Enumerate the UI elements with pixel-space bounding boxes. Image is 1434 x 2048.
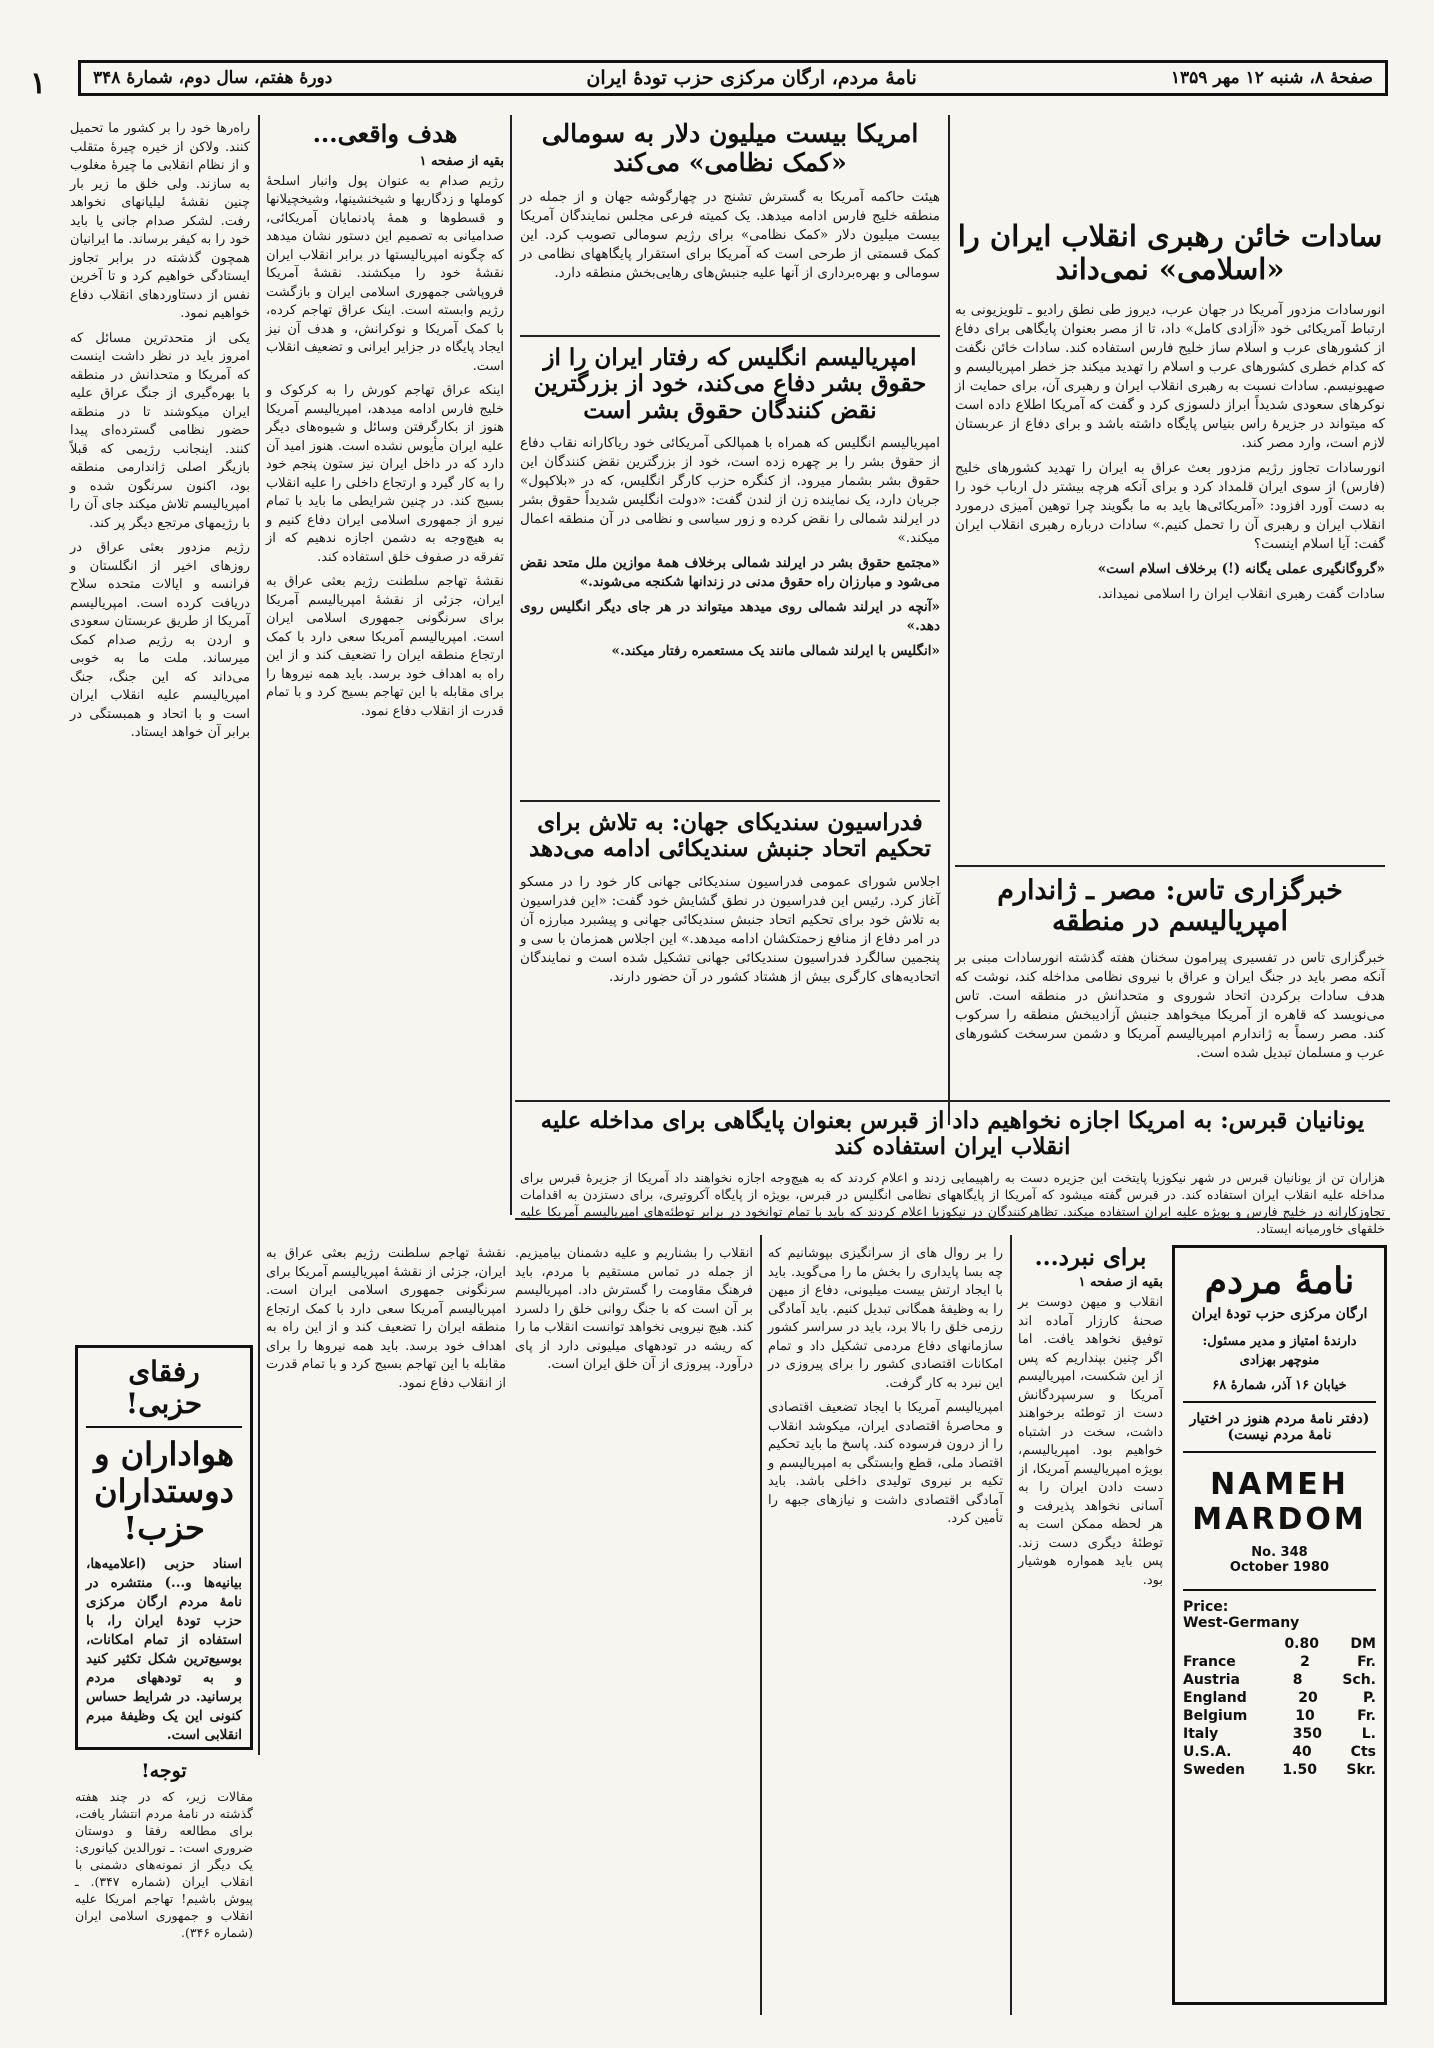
masthead-license: دارندهٔ امتیاز و مدیر مسئول: منوچهر بهزادی bbox=[1202, 1334, 1357, 1368]
paragraph: انورسادات تجاوز رژیم مزدور بعث عراق به ایران را تهدید کشورهای خلیج (فارس) از سوی ایران قلمداد کرد و برای آنکه هرچه بیشتر دل ارباب خود را به دست آورد افزود: «آمریکائی‌ها باید به ما بگویند چرا توهین آمیزی درمورد انقلاب ایران و رهبری آن را تحمل کنیم.» سادات درباره رهبری انقلاب ایران گفت: آیا اسلام اینست؟ bbox=[955, 459, 1385, 552]
paragraph: را بر روال های از سرانگیزی بپوشانیم که چه بسا پایداری را بخش ما را می‌گوید. باید با ایجاد ارتش بیست میلیونی، دفاع از میهن را به وظیفهٔ همگانی تبدیل کنیم. باید آمادگی رزمی خلق را بالا برد، باید در سراسر کشور سازمانهای دفاع مردمی تشکیل داد و تمام امکانات اقتصادی کشور را برای پیروزی در این نبرد به کار گرفت. bbox=[768, 1246, 1003, 1391]
article-battle bbox=[1018, 1245, 1163, 1590]
article-body bbox=[955, 301, 1385, 604]
paragraph: راه‌رها خود را بر کشور ما تحمیل کنند. ولاکن از خیره چیرهٔ متقلب و از نظام انقلابی ما چیرهٔ مغلوب به سازند. ولی خلق ما زیر بار چنین نقشهٔ لیلیانهای نخواهد رفت. لشکر صدام جانی یا باید خود را به کیفر برساند. ما ایرانیان همچون گذشته در برابر تجاوز ایستادگی خواهیم کرد و تا آخرین نفس از دستاوردهای انقلاب دفاع خواهیم نمود. bbox=[70, 121, 250, 321]
article-tass bbox=[955, 875, 1385, 1063]
country: Italy bbox=[1183, 1726, 1219, 1742]
unit: P. bbox=[1362, 1690, 1376, 1706]
price-row bbox=[1183, 1725, 1376, 1743]
article-body bbox=[520, 434, 940, 661]
quote: «گروگانگیری عملی یگانه (!) برخلاف اسلام است» bbox=[1097, 560, 1385, 577]
article-sadat bbox=[955, 220, 1385, 610]
country: U.S.A. bbox=[1183, 1744, 1232, 1760]
paragraph: رژیم صدام به عنوان پول وانبار اسلحهٔ کوملها و زدگاریها و شیخنشینها، وشیخچیلانها و قسطوها و همهٔ پادنمایان آمریکائی، صدامیانی به تصمیم این دستور نشان میدهد که چگونه امپریالیستها در برابر انقلاب ایران نقشهٔ خود را میکشند. نقشهٔ آمریکا فروپاشی جمهوری اسلامی ایران و بازگشت رژیم وابسته است. اینک عراق تهاجم کرده، با کمک آمریکا و نوکرانش، و هدف آن نیز ایجاد پایگاه در جزایر ایرانی و تضعیف انقلاب است. bbox=[266, 173, 504, 374]
article-body: هیئت حاکمه آمریکا به گسترش تشنج در چهارگوشه جهان و از جمله در منطقه خلیج فارس ادامه میدهد. یک کمیته فرعی مجلس نمایندگان آمریکا بیست میلیون دلار «کمک نظامی» برای رژیم سومالی تصویب کرد. این کمک قسمتی از طرحی است که آمریکا برای استقرار پایگاههای نظامی در سومالی و بهره‌برداری از آنها علیه جنبش‌های رهایی‌بخش منطقه دارد. bbox=[520, 188, 940, 281]
article-body bbox=[266, 173, 504, 722]
amount: 40 bbox=[1292, 1744, 1312, 1760]
section-rule bbox=[955, 865, 1385, 867]
paragraph: نقشهٔ تهاجم سلطنت رژیم بعثی عراق به ایران، جزئی از نقشهٔ امپریالیسم آمریکا برای سرنگونی جمهوری اسلامی ایران است. امپریالیسم آمریکا سعی دارد با کمک ارتجاع منطقه ایران را تضعیف کند و از این راه به اهداف خود برسد. باید همه نیروها را برای مقابله با این تهاجم بسیج کرد و با تمام قدرت از انقلاب دفاع نمود. bbox=[266, 574, 504, 719]
unit: L. bbox=[1361, 1726, 1376, 1742]
price-label: Price: bbox=[1183, 1599, 1229, 1615]
article-battle-cont bbox=[768, 1245, 1003, 1535]
country: Sweden bbox=[1183, 1762, 1245, 1778]
headline-tass: خبرگزاری تاس: مصر ـ ژاندارم امپریالیسم در منطقه bbox=[997, 875, 1343, 938]
article-britain bbox=[520, 345, 940, 667]
column-rule bbox=[948, 115, 950, 1125]
amount: 1.50 bbox=[1282, 1762, 1317, 1778]
article-body bbox=[70, 120, 250, 743]
latin-title-1: NAMEH bbox=[1210, 1467, 1349, 1502]
article-wftu bbox=[520, 810, 940, 987]
headline-wftu: فدراسیون سندیکای جهان: به تلاش برای تحکیم اتحاد جنبش سندیکائی ادامه می‌دهد bbox=[528, 809, 932, 863]
article-body: خبرگزاری تاس در تفسیری پیرامون سخنان هفته گذشته انورسادات مبنی بر آنکه مصر باید در جنگ ایران و عراق با نیروی نظامی مداخله کند، نوشت که هدف سادات برکردن اتحاد شوروی و متحدانش در منطقه است. تاس می‌نویسد که قاهره از آمریکا میخواهد جنبش آزادیبخش منطقه را سرکوب کند. مصر رسماً به ژاندارم امپریالیسم آمریکا و دشمن سرسخت کشورهای عرب و مسلمان تبدیل شده است. bbox=[955, 950, 1385, 1062]
continued-label: بقیه از صفحه ۱ bbox=[1078, 1275, 1163, 1291]
column-rule bbox=[760, 1235, 762, 2015]
quote: «مجتمع حقوق بشر در ایرلند شمالی برخلاف همهٔ موازین ملل متحد نقض می‌شود و مبارزان راه حقوق مدنی در زندانها شکنجه می‌شوند.» bbox=[520, 555, 940, 591]
price-row bbox=[1183, 1671, 1376, 1689]
article-body: انقلاب و میهن دوست بر صحنهٔ کارزار آماده اند توفیق نخواهد یافت. اما اگر چنین بپنداریم که پس از این شکست، امپریالیسم آمریکا و سرسپردگانش دست از توطئه برخواهند داشت، سخت در اشتباه خواهیم بود. امپریالیسم، بویژه امپریالیسم آمریکا، از دست دادن ایران را به آسانی نخواهد پذیرفت و هر لحظه ممکن است به توطئهٔ دیگری دست زند. پس باید همواره هوشیار بود. bbox=[1018, 1295, 1163, 1588]
headline-sadat: سادات خائن رهبری انقلاب ایران را «اسلامی» نمی‌داند bbox=[957, 219, 1383, 287]
headline-battle: برای نبرد... bbox=[1034, 1244, 1147, 1271]
article-body: هزاران تن از یونانیان قبرس در شهر نیکوزیا پایتخت این جزیره دست به راهپیمایی زدند و اعلام کردند که به هیچ‌وجه اجازه نخواهند داد آمریکا از جزیرهٔ قبرس برای مداخله علیه انقلاب ایران استفاده کند. در قبرس گفته میشود که آمریکا از پایگاههای نظامی انگلیس در قبرس، بویژه از پایگاه آکروتیری، برای دستزدن به اقدامات تجاوزکارانه در خلیج فارس و بویژه علیه ایران استفاده میکند. تظاهرکنندگان در نیکوزیا اعلام کردند که باید با تمام توانخود در برابر توطئه‌های امپریالیسم آمریکا علیه خلقهای خاورمیانه ایستاد. bbox=[520, 1169, 1385, 1236]
unit: Skr. bbox=[1346, 1762, 1376, 1778]
price-country: West-Germany bbox=[1183, 1615, 1300, 1631]
quote: «آنچه در ایرلند شمالی روی میدهد میتواند در هر جای دیگر انگلیس روی دهد.» bbox=[520, 599, 940, 635]
price-row bbox=[1183, 1635, 1376, 1653]
article-body: اجلاس شورای عمومی فدراسیون سندیکائی جهانی کار خود را در مسکو آغاز کرد. رئیس این فدراسیون در نطق گشایش خود گفت: «این فدراسیون به تلاش خود برای تحکیم اتحاد جنبش سندیکائی جهانی و پیشبرد مبارزه آن در امر دفاع از منافع زحمتکشان ادامه میدهد.» این اجلاس همزمان با سی و پنجمین سالگرد فدراسیون سندیکائی جهانی تشکیل شده است و نمایندگان اتحادیه‌های کارگری بیش از هشتاد کشور در آن حضور دارند. bbox=[520, 873, 940, 985]
unit: Sch. bbox=[1342, 1672, 1376, 1688]
header-date: صفحهٔ ۸، شنبه ۱۲ مهر ۱۳۵۹ bbox=[1170, 68, 1373, 88]
masthead-note: (دفتر نامهٔ مردم هنوز در اختیار نامهٔ مردم نیست) bbox=[1183, 1401, 1376, 1453]
page-header bbox=[78, 60, 1388, 96]
country: Belgium bbox=[1183, 1708, 1248, 1724]
masthead-title: نامهٔ مردم bbox=[1204, 1260, 1355, 1302]
call-subtitle: هواداران و دوستداران حزب! bbox=[94, 1435, 234, 1547]
latin-title-2: MARDOM bbox=[1192, 1502, 1367, 1537]
paragraph: اینکه عراق تهاجم کورش را به کرکوک و خلیج فارس ادامه میدهد، امپریالیسم آمریکا هنوز از بکارگرفتن وسائل و شیوه‌های دیگر علیه ایران مأیوس نشده است. هنوز امید آن دارد که در داخل ایران نیز ستون پنجم خود را به کار گیرد و ارتجاع داخلی را علیه انقلاب بسیج کند. در چنین شرایطی ما باید با تمام نیرو از جمهوری اسلامی ایران دفاع کنیم و به هیچ‌وجه به دشمن اجازه ندهیم که از تفرقه در صفوف خلق استفاده کند. bbox=[266, 383, 504, 565]
party-call-box bbox=[75, 1345, 253, 1750]
header-publication: نامهٔ مردم، ارگان مرکزی حزب تودهٔ ایران bbox=[586, 67, 917, 89]
price-row bbox=[1183, 1743, 1376, 1761]
call-title: رفقای حزبی! bbox=[86, 1356, 242, 1428]
notice bbox=[75, 1760, 253, 1941]
country: Austria bbox=[1183, 1672, 1240, 1688]
notice-title: توجه! bbox=[141, 1760, 187, 1782]
amount: 20 bbox=[1298, 1690, 1318, 1706]
quote: «انگلیس با ایرلند شمالی مانند یک مستعمره رفتار میکند.» bbox=[611, 643, 940, 660]
price-row bbox=[1183, 1689, 1376, 1707]
country: France bbox=[1183, 1654, 1236, 1670]
country bbox=[1183, 1635, 1253, 1653]
column-rule bbox=[1010, 1235, 1012, 2015]
section-rule bbox=[520, 800, 940, 802]
page-marker: ۱ bbox=[30, 66, 47, 101]
unit: Fr. bbox=[1357, 1654, 1376, 1670]
article-battle-cont2 bbox=[515, 1245, 753, 1375]
column-rule bbox=[258, 115, 260, 1755]
issue-number: No. 348 bbox=[1251, 1545, 1308, 1560]
price-row bbox=[1183, 1653, 1376, 1671]
paragraph: سادات گفت رهبری انقلاب ایران را اسلامی نمیداند. bbox=[1097, 585, 1385, 602]
article-body: نقشهٔ تهاجم سلطنت رژیم بعثی عراق به ایران، جزئی از نقشهٔ امپریالیسم آمریکا برای سرنگونی جمهوری اسلامی ایران است. امپریالیسم آمریکا سعی دارد با کمک ارتجاع منطقه ایران را تضعیف کند و از این راه به اهداف خود برسد. باید همه نیروها را برای مقابله با این تهاجم بسیج کرد و با تمام قدرت از انقلاب دفاع نمود. bbox=[266, 1246, 506, 1391]
paragraph: انورسادات مزدور آمریکا در جهان عرب، دیروز طی نطق رادیو ـ تلویزیونی به ارتباط آمریکائی خود «آزادی کامل» داد، تا از مصر بعنوان پایگاهی برای دفاع از کشورهای عرب و اسلام ساز خلیج فارس استفاده کند. سادات خائن نگفت که کدام خطری کشورهای عرب و اسلام را تهدید میکند جز خطر امپریالیسم و صهیونیسم. سادات نسبت به رهبری انقلاب ایران و رهبری آن، برای حمایت از نوکرهای سعودی شدیداً ابراز دلسوزی کرد و گفت که آمریکا اطلاع داده است که میتواند در جزیرهٔ راس بنیاس پایگاه داشته باشد و برای دفاع از عربستان لازم است، وارد مصر کند. bbox=[955, 301, 1385, 451]
header-issue: دورهٔ هفتم، سال دوم، شمارهٔ ۳۴۸ bbox=[93, 68, 333, 88]
country: England bbox=[1183, 1690, 1247, 1706]
masthead-subtitle: ارگان مرکزی حزب تودهٔ ایران bbox=[1191, 1306, 1368, 1322]
paragraph: امپریالیسم آمریکا با ایجاد تضعیف اقتصادی و محاصرهٔ اقتصادی ایران، میکوشد انقلاب را از درون فرسوده کند. پاسخ ما باید تحکیم اقتصاد ملی، قطع وابستگی به امپریالیسم و تکیه بر نیروی تولیدی داخلی باشد. باید آمادگی اقتصادی داشت و نیازهای جبهه را تأمین کرد. bbox=[768, 1400, 1003, 1526]
unit: DM bbox=[1350, 1636, 1376, 1652]
amount: 10 bbox=[1295, 1708, 1315, 1724]
masthead-address: خیابان ۱۶ آذر، شمارهٔ ۶۸ bbox=[1212, 1378, 1347, 1393]
price-list bbox=[1183, 1589, 1376, 1779]
paragraph: یکی از متحدترین مسائل که امروز باید در نظر داشت اینست که آمریکا و متحدانش در منطقه با بهره‌گیری از جنگ عراق علیه ایران میکوشند تا در منطقه حضور نظامی گسترده‌ای پیدا کنند. اینجانب رژیمی که قبلاً بازیگر اصلی ژاندارمی منطقه بود، اکنون سرنگون شده و امپریالیسم تلاش میکند جای آن را با رژیمهای مرتجع دیگر پر کند. bbox=[70, 330, 250, 531]
headline-real-goal: هدف واقعی... bbox=[312, 119, 458, 148]
headline-somalia: امریکا بیست میلیون دلار به سومالی «کمک نظامی» می‌کند bbox=[541, 119, 919, 177]
article-somalia bbox=[520, 120, 940, 283]
article-real-goal bbox=[266, 120, 504, 727]
price-row bbox=[1183, 1707, 1376, 1725]
unit: Fr. bbox=[1357, 1708, 1376, 1724]
headline-britain: امپریالیسم انگلیس که رفتار ایران را از حقوق بشر دفاع می‌کند، خود از بزرگترین نقض کنندگان حقوق بشر است bbox=[533, 344, 927, 424]
amount: 0.80 bbox=[1284, 1636, 1319, 1652]
price-row bbox=[1183, 1761, 1376, 1779]
article-body: انقلاب را بشناریم و علیه دشمنان بیامیزیم. از جمله در تماس مستقیم با مردم، باید فرهنگ مقاومت را گسترش داد. امپریالیسم بر آن است که با جنگ روانی خلق را دلسرد کند. هیچ نیرویی نخواهد توانست انقلاب ما را که ریشه در تودههای میلیونی دارد از پای درآورد. پیروزی از آن خلق ایران است. bbox=[515, 1246, 753, 1372]
article-continued bbox=[70, 120, 250, 749]
column-rule bbox=[510, 115, 512, 1215]
article-cyprus bbox=[520, 1108, 1385, 1237]
article-real-goal-cont bbox=[266, 1245, 506, 1393]
paragraph: امپریالیسم انگلیس که همراه با همپالکی آمریکائی خود ریاکارانه نقاب دفاع از حقوق بشر را بر چهره زده است، خود از بزرگترین نقض کنندگان این حقوق بشر بشمار میرود. از کنگره حزب کارگر انگلیس، که در «بلاکپول» جریان دارد، یک نماینده زن از لندن گفت: «دولت انگلیس شدیداً حقوق بشر در ایرلند شمالی را نقض کرده و زور سیاسی و نظامی در آن منطقه اعمال میکند.» bbox=[520, 435, 940, 547]
section-rule bbox=[520, 335, 940, 337]
call-body: اسناد حزبی (اعلامیه‌ها، بیانیه‌ها و...) منتشره در نامهٔ مردم ارگان مرکزی حزب تودهٔ ایران را، با استفاده از تمام امکانات، بوسیع‌ترین شکل تکثیر کنید و به تودههای مردم برسانید. در شرایط حساس کنونی این یک وظیفهٔ مبرم انقلابی است. bbox=[86, 1555, 242, 1743]
notice-body: مقالات زیر، که در چند هفته گذشته در نامهٔ مردم انتشار یافت، برای مطالعه رفقا و دوستان ضروری است: ـ نورالدین کیانوری: یک دیگر از نمونه‌های دشمنی با انقلاب ایران (شماره ۳۴۷). ـ پیوش باشیم! تهاجم امریکا علیه انقلاب و جمهوری اسلامی ایران (شماره ۳۴۶). bbox=[75, 1789, 253, 1940]
masthead-box bbox=[1172, 1245, 1387, 2005]
amount: 350 bbox=[1292, 1726, 1322, 1742]
paragraph: رژیم مزدور بعثی عراق در روزهای اخیر از انگلستان و فرانسه و ایالات متحده سلاح دریافت کرده است. امپریالیسم آمریکا از طریق عربستان سعودی و اردن به رژیم صدام کمک میرساند. ملت ما به خوبی می‌داند که این جنگ، جنگ امپریالیسم علیه انقلاب ایران است و با اتحاد و همبستگی در برابر آن خواهد ایستاد. bbox=[70, 540, 250, 740]
article-body bbox=[768, 1245, 1003, 1529]
section-rule bbox=[515, 1100, 1390, 1102]
unit: Cts bbox=[1350, 1744, 1376, 1760]
amount: 8 bbox=[1292, 1672, 1303, 1688]
amount: 2 bbox=[1300, 1654, 1310, 1670]
continued-label: بقیه از صفحه ۱ bbox=[419, 153, 504, 169]
issue-date: October 1980 bbox=[1229, 1560, 1330, 1575]
headline-cyprus: یونانیان قبرس: به امریکا اجازه نخواهیم داد از قبرس بعنوان پایگاهی برای مداخله علیه انقلاب ایران استفاده کند bbox=[540, 1107, 1365, 1161]
